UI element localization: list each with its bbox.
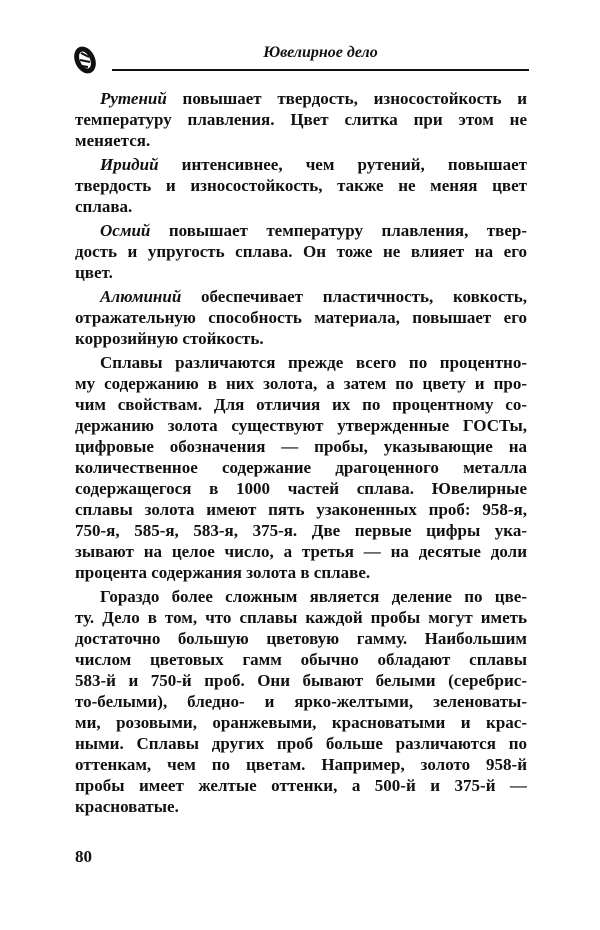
text-line [75, 88, 527, 109]
header-rule [112, 69, 529, 71]
line-text: Сплавы различаются прежде всего по процентно- [100, 353, 527, 372]
line-text: Гораздо более сложным является деление по цве- [100, 587, 527, 606]
text-line [75, 586, 527, 607]
text-line [75, 775, 527, 796]
paragraph [75, 286, 527, 349]
line-text: температуру плавления. Цвет слитка при этом не [75, 110, 527, 129]
running-header [72, 40, 529, 80]
line-text: цифровые обозначения — пробы, указывающие на [75, 437, 527, 456]
line-text: числом цветовых гамм обычно обладают сплавы [75, 650, 527, 669]
italic-term: Иридий [100, 155, 159, 174]
text-line [75, 241, 527, 262]
line-text: чим свойствам. Для отличия их по процентному со- [75, 395, 527, 414]
paragraph [75, 88, 527, 151]
line-text: ту. Дело в том, что сплавы каждой пробы могут иметь [75, 608, 527, 627]
line-text: 583-й и 750-й проб. Они бывают белыми (серебрис- [75, 671, 527, 690]
text-line [75, 478, 527, 499]
italic-term: Алюминий [100, 287, 182, 306]
text-line [75, 130, 527, 151]
paragraph [75, 220, 527, 283]
line-text: содержащегося в 1000 частей сплава. Ювелирные [75, 479, 527, 498]
text-line [75, 562, 527, 583]
paragraph [75, 586, 527, 817]
text-line [75, 796, 527, 817]
line-text: повышает температуру плавления, твер- [150, 221, 527, 240]
text-line [75, 154, 527, 175]
line-text: ными. Сплавы других проб больше различаются по [75, 734, 527, 753]
line-text: дость и упругость сплава. Он тоже не влияет на его [75, 242, 527, 261]
line-text: 750-я, 585-я, 583-я, 375-я. Две первые цифры ука- [75, 521, 527, 540]
italic-term: Осмий [100, 221, 151, 240]
line-text: оттенкам, чем по цветам. Например, золото 958-й [75, 755, 527, 774]
page-number: 80 [75, 847, 92, 866]
body-text [75, 88, 527, 820]
text-line [75, 307, 527, 328]
text-line [75, 733, 527, 754]
header-title: Ювелирное дело [263, 44, 378, 61]
text-line [75, 262, 527, 283]
line-text: то-белыми), бледно- и ярко-желтыми, зеленоваты- [75, 692, 527, 711]
line-text: интенсивнее, чем рутений, повышает [158, 155, 527, 174]
text-line [75, 520, 527, 541]
line-text: процента содержания золота в сплаве. [75, 563, 371, 582]
line-text: красноватые. [75, 797, 179, 816]
ring-emblem-icon [72, 44, 98, 76]
line-text: обеспечивает пластичность, ковкость, [181, 287, 527, 306]
text-line [75, 286, 527, 307]
paragraph [75, 154, 527, 217]
text-line [75, 220, 527, 241]
text-line [75, 754, 527, 775]
line-text: му содержанию в них золота, а затем по цвету и про- [75, 374, 527, 393]
line-text: зывают на целое число, а третья — на десятые доли [75, 542, 527, 561]
text-line [75, 499, 527, 520]
text-line [75, 394, 527, 415]
line-text: достаточно большую цветовую гамму. Наибольшим [75, 629, 527, 648]
line-text: количественное содержание драгоценного металла [75, 458, 527, 477]
text-line [75, 196, 527, 217]
text-line [75, 352, 527, 373]
text-line [75, 541, 527, 562]
text-line [75, 109, 527, 130]
line-text: отражательную способность материала, повышает его [75, 308, 527, 327]
text-line [75, 436, 527, 457]
line-text: цвет. [75, 263, 113, 282]
text-line [75, 691, 527, 712]
text-line [75, 328, 527, 349]
text-line [75, 373, 527, 394]
line-text: сплавы золота имеют пять узаконенных проб: 958-я, [75, 500, 527, 519]
line-text: повышает твердость, износостойкость и [166, 89, 527, 108]
text-line [75, 415, 527, 436]
italic-term: Рутений [100, 89, 167, 108]
paragraph [75, 352, 527, 583]
line-text: сплава. [75, 197, 133, 216]
line-text: пробы имеет желтые оттенки, а 500-й и 375-й — [75, 776, 527, 795]
text-line [75, 628, 527, 649]
line-text: коррозийную стойкость. [75, 329, 264, 348]
text-line [75, 670, 527, 691]
text-line [75, 607, 527, 628]
text-line [75, 712, 527, 733]
text-line [75, 649, 527, 670]
line-text: держанию золота существуют утвержденные ГОСТы, [75, 416, 527, 435]
line-text: ми, розовыми, оранжевыми, красноватыми и крас- [75, 713, 527, 732]
text-line [75, 175, 527, 196]
line-text: твердость и износостойкость, также не меняя цвет [75, 176, 527, 195]
line-text: меняется. [75, 131, 151, 150]
text-line [75, 457, 527, 478]
